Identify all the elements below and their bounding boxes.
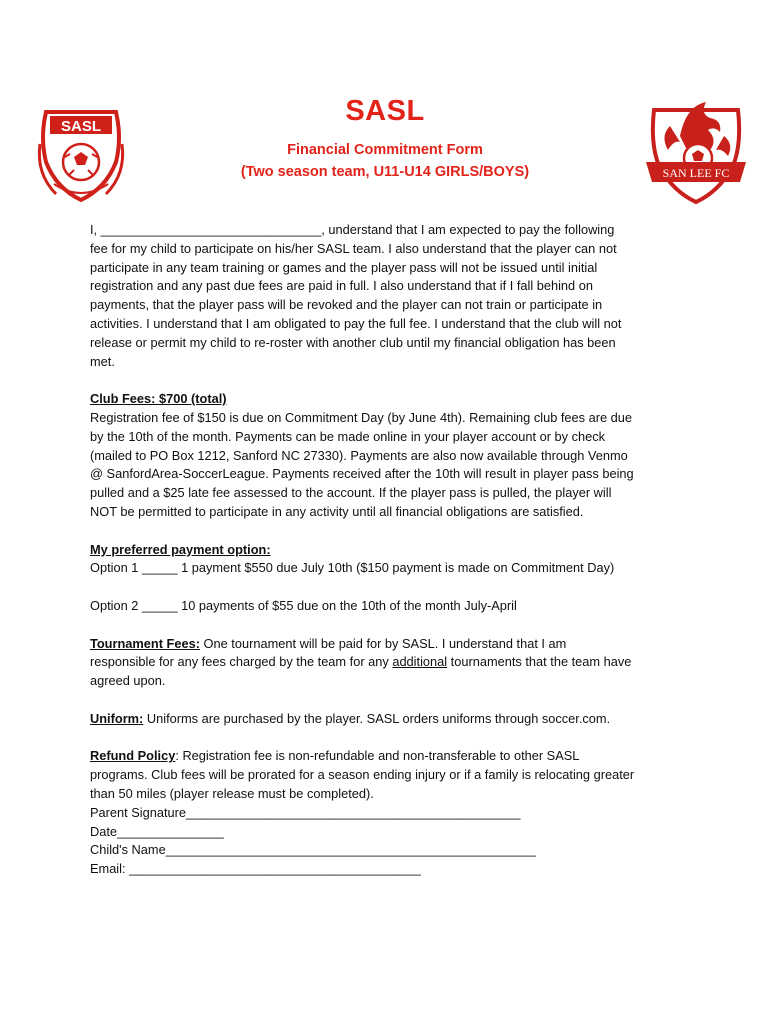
club-fees-line: NOT be permitted to participate in any activity until all financial obligations are satisfied. — [90, 503, 584, 519]
uniform-heading: Uniform: — [90, 710, 144, 726]
refund-line-3: than 50 miles (player release must be completed). — [90, 785, 374, 801]
form-subtitle: Financial Commitment Form — [287, 142, 483, 158]
club-fees-line: @ SanfordArea-SoccerLeague. Payments received after the 10th will result in player pass being — [90, 466, 634, 482]
uniform-text: Uniforms are purchased by the player. SASL orders uniforms through soccer.com. — [143, 710, 611, 726]
uniform-line — [90, 710, 690, 729]
svg-text:SAN LEE FC: SAN LEE FC — [662, 166, 730, 180]
intro-line: I, _______________________________, understand that I am expected to pay the following — [90, 222, 615, 237]
tournament-heading: Tournament Fees: — [90, 635, 200, 651]
tournament-text: responsible for any fees charged by the team for any — [90, 654, 393, 670]
intro-line: fee for my child to participate on his/her SASL team. I also understand that the player can not — [90, 240, 617, 256]
uniform-section — [90, 710, 690, 729]
svg-text:SASL: SASL — [60, 118, 102, 135]
intro-line: registration and any past due fees are paid in full. I also understand that if I fall behind on — [90, 278, 593, 294]
intro-line: participate in any team training or games and the player pass will not be issued until initial — [90, 259, 598, 275]
payment-option-1[interactable]: Option 1 _____ 1 payment $550 due July 10th ($150 payment is made on Commitment Day) — [90, 560, 615, 576]
intro-line: release or permit my child to re-roster with another club until my financial obligation has been — [90, 334, 616, 350]
refund-heading: Refund Policy — [90, 748, 176, 764]
page-title: SASL — [345, 95, 425, 127]
date-field[interactable]: Date_______________ — [90, 823, 224, 839]
san-lee-fc-crest-logo — [640, 96, 752, 206]
club-fees-line: pulled and a $25 late fee assessed to the account. If the player pass is pulled, the player will — [90, 485, 612, 501]
tournament-line-1 — [90, 635, 690, 654]
tournament-line-3: agreed upon. — [90, 673, 166, 689]
intro-line: activities. I understand that I am obligated to pay the full fee. I understand that the club will not — [90, 315, 622, 331]
tournament-text: One tournament will be paid for by SASL. I understand that I am — [199, 635, 567, 651]
form-header — [0, 92, 770, 202]
refund-line-2: programs. Club fees will be prorated for a season ending injury or if a family is relocating greater — [90, 767, 635, 783]
additional-emphasis: additional — [392, 654, 448, 670]
intro-paragraph — [90, 221, 690, 371]
signature-section — [90, 804, 690, 879]
payment-heading: My preferred payment option: — [90, 541, 271, 557]
tournament-line-2 — [90, 653, 690, 672]
form-body — [90, 221, 690, 879]
club-fees-line: (mailed to PO Box 1212, Sanford NC 27330). Payments are also now available through Venmo — [90, 447, 628, 463]
intro-line: payments, that the player pass will be revoked and the player can not train or participate in — [90, 297, 603, 313]
refund-line-1 — [90, 747, 690, 766]
email-field[interactable]: Email: _________________________________________ — [90, 861, 421, 877]
child-name-field[interactable]: Child's Name____________________________________________________ — [90, 842, 536, 858]
team-subtitle: (Two season team, U11-U14 GIRLS/BOYS) — [240, 164, 530, 180]
club-fees-line: by the 10th of the month. Payments can be made online in your player account or by check — [90, 428, 606, 444]
payment-section — [90, 541, 690, 616]
tournament-text: tournaments that the team have — [447, 654, 632, 670]
club-fees-line: Registration fee of $150 is due on Commitment Day (by June 4th). Remaining club fees are due — [90, 409, 633, 425]
club-fees-heading: Club Fees: $700 (total) — [90, 391, 227, 407]
payment-option-2[interactable]: Option 2 _____ 10 payments of $55 due on the 10th of the month July-April — [90, 597, 517, 613]
refund-text: : Registration fee is non-refundable and non-transferable to other SASL — [175, 748, 580, 764]
intro-line: met. — [90, 353, 115, 369]
parent-signature-field[interactable]: Parent Signature_______________________________________________ — [90, 804, 521, 820]
club-fees-section — [90, 390, 690, 522]
refund-section — [90, 747, 690, 803]
tournament-section — [90, 635, 690, 691]
